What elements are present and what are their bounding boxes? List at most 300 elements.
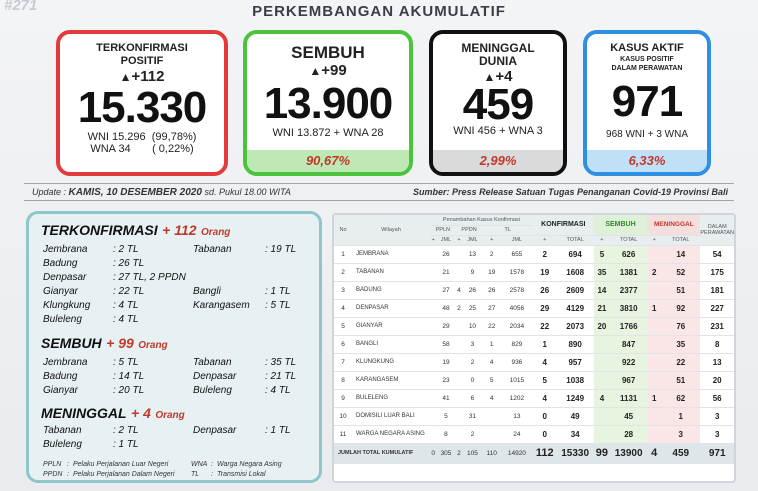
legend-text: Pelaku Perjalanan Dalam Negeri bbox=[73, 471, 175, 478]
table-cell: 626 bbox=[610, 245, 647, 263]
table-cell: 56 bbox=[700, 389, 734, 407]
meninggal-heading: MENINGGAL + 4 Orang bbox=[41, 405, 185, 421]
card-konfirmasi-title: TERKONFIRMASI bbox=[96, 42, 188, 54]
table-cell: 19 bbox=[436, 353, 455, 371]
table-cell bbox=[647, 407, 661, 425]
table-cell: 10 bbox=[334, 407, 352, 425]
table-cell bbox=[456, 407, 463, 425]
table-cell: 4056 bbox=[501, 299, 533, 317]
table-cell: 34 bbox=[557, 425, 594, 443]
table-cell: 1249 bbox=[557, 389, 594, 407]
table-cell bbox=[594, 425, 610, 443]
table-row bbox=[334, 335, 734, 353]
table-cell bbox=[647, 335, 661, 353]
district-value: : 14 TL bbox=[113, 371, 145, 382]
subheader-cell: TOTAL bbox=[661, 235, 700, 245]
table-cell bbox=[647, 317, 661, 335]
table-cell: 8 bbox=[334, 371, 352, 389]
table-cell: 76 bbox=[661, 317, 700, 335]
daily-summary-panel bbox=[26, 211, 322, 483]
col-ppln: PPLN bbox=[430, 225, 456, 235]
table-cell: 26 bbox=[436, 245, 455, 263]
district-value: : 22 TL bbox=[113, 286, 145, 297]
table-cell: 4 bbox=[533, 389, 557, 407]
subheader-cell: + bbox=[483, 235, 501, 245]
table-cell: 1 bbox=[647, 299, 661, 317]
table-cell: 227 bbox=[700, 299, 734, 317]
table-cell: 29 bbox=[436, 317, 455, 335]
card-sembuh-title: SEMBUH bbox=[291, 43, 365, 62]
table-cell: 5 bbox=[436, 407, 455, 425]
table-cell bbox=[647, 371, 661, 389]
card-meninggal-breakdown: WNI 456 + WNA 3 bbox=[453, 125, 543, 137]
table-cell: 3 bbox=[462, 335, 482, 353]
table-cell bbox=[647, 245, 661, 263]
table-cell: 4129 bbox=[557, 299, 594, 317]
table-cell: 829 bbox=[501, 335, 533, 353]
post-number: #271 bbox=[4, 0, 38, 14]
subheader-cell: TOTAL bbox=[557, 235, 594, 245]
table-cell: 20 bbox=[594, 317, 610, 335]
table-cell: 4 bbox=[456, 281, 463, 299]
table-cell: 2 bbox=[533, 245, 557, 263]
table-cell: 51 bbox=[661, 371, 700, 389]
table-cell: 31 bbox=[462, 407, 482, 425]
table-cell: 1 bbox=[533, 335, 557, 353]
table-cell bbox=[456, 389, 463, 407]
total-cell: 14920 bbox=[501, 443, 533, 463]
table-cell bbox=[594, 335, 610, 353]
summary-row bbox=[43, 314, 313, 327]
table-cell: 890 bbox=[557, 335, 594, 353]
table-cell: 7 bbox=[334, 353, 352, 371]
col-wilayah: Wilayah bbox=[352, 215, 430, 245]
table-cell: BADUNG bbox=[352, 281, 430, 299]
table-cell: GIANYAR bbox=[352, 317, 430, 335]
table-cell: 5 bbox=[334, 317, 352, 335]
table-cell: 19 bbox=[533, 263, 557, 281]
table-cell: 5 bbox=[594, 245, 610, 263]
col-penambahan: Penambahan Kasus Konfirmasi bbox=[430, 215, 533, 225]
table-cell: 9 bbox=[462, 263, 482, 281]
update-text: Update : KAMIS, 10 DESEMBER 2020 sd. Pukul 18.00 WITA bbox=[32, 187, 291, 198]
table-row bbox=[334, 353, 734, 371]
table-cell bbox=[456, 371, 463, 389]
district-name: Karangasem bbox=[193, 300, 250, 311]
card-meninggal bbox=[429, 30, 567, 176]
table-cell: 11 bbox=[334, 425, 352, 443]
summary-row bbox=[43, 286, 313, 299]
total-cell: 0 bbox=[430, 443, 436, 463]
card-aktif-percent: 6,33% bbox=[587, 150, 707, 172]
total-men-plus: 4 bbox=[647, 443, 661, 463]
total-rawat: 971 bbox=[700, 443, 734, 463]
district-value: : 5 TL bbox=[113, 357, 139, 368]
district-name: Gianyar bbox=[43, 385, 79, 396]
table-cell: TABANAN bbox=[352, 263, 430, 281]
table-cell: 20 bbox=[700, 371, 734, 389]
district-value: : 2 TL bbox=[113, 425, 139, 436]
card-konfirmasi-wni: WNI 15.296 (99,78%) bbox=[87, 131, 197, 143]
district-name: Badung bbox=[43, 258, 78, 269]
district-name: Badung bbox=[43, 371, 78, 382]
table-row bbox=[334, 263, 734, 281]
table-cell: DOMISILI LUAR BALI bbox=[352, 407, 430, 425]
table-cell: 1015 bbox=[501, 371, 533, 389]
subheader-cell: + bbox=[457, 237, 461, 243]
legend-text: Pelaku Perjalanan Luar Negeri bbox=[73, 461, 169, 468]
card-sembuh-breakdown: WNI 13.872 + WNA 28 bbox=[272, 127, 384, 139]
table-cell: 13 bbox=[700, 353, 734, 371]
total-konf: 15330 bbox=[557, 443, 594, 463]
table-cell bbox=[647, 425, 661, 443]
table-cell: 2 bbox=[483, 245, 501, 263]
card-konfirmasi-subtitle: POSITIF bbox=[120, 55, 164, 67]
summary-row bbox=[43, 425, 313, 438]
total-men: 459 bbox=[661, 443, 700, 463]
district-value: : 4 TL bbox=[113, 300, 139, 311]
up-arrow-icon: ▲ bbox=[119, 70, 132, 84]
legend-text: : bbox=[211, 461, 213, 468]
card-sembuh-value: 13.900 bbox=[263, 79, 393, 128]
card-aktif-subtitle2: DALAM PERAWATAN bbox=[611, 65, 683, 72]
table-cell: 4 bbox=[483, 389, 501, 407]
table-cell: 181 bbox=[700, 281, 734, 299]
table-cell: 2 bbox=[456, 299, 463, 317]
total-sembuh-plus: 99 bbox=[594, 443, 610, 463]
table-cell: 24 bbox=[501, 425, 533, 443]
table-cell: 1 bbox=[647, 389, 661, 407]
card-aktif-title: KASUS AKTIF bbox=[610, 42, 684, 54]
card-sembuh-delta: ▲+99 bbox=[309, 62, 347, 79]
legend-row bbox=[43, 471, 313, 481]
table-cell bbox=[594, 407, 610, 425]
table-cell: 3 bbox=[334, 281, 352, 299]
table-row bbox=[334, 371, 734, 389]
summary-row bbox=[43, 300, 313, 313]
table-cell: 92 bbox=[661, 299, 700, 317]
district-value: : 5 TL bbox=[265, 300, 291, 311]
col-perawatan: DALAM PERAWATAN bbox=[700, 215, 734, 245]
table-cell: 4 bbox=[483, 353, 501, 371]
table-cell: 27 bbox=[436, 281, 455, 299]
legend-text: Warga Negara Asing bbox=[217, 461, 282, 468]
legend-text: : bbox=[67, 461, 69, 468]
district-value: : 27 TL, 2 PPDN bbox=[113, 272, 186, 283]
summary-row bbox=[43, 371, 313, 384]
table-cell: 8 bbox=[700, 335, 734, 353]
legend-text: : bbox=[67, 471, 69, 478]
col-no: No bbox=[334, 215, 352, 245]
table-cell: 0 bbox=[462, 371, 482, 389]
table-cell: 3810 bbox=[610, 299, 647, 317]
subheader-cell: + bbox=[594, 235, 610, 245]
card-konfirmasi bbox=[56, 30, 228, 176]
district-name: Tabanan bbox=[43, 425, 82, 436]
table-cell: 22 bbox=[533, 317, 557, 335]
table-row bbox=[334, 281, 734, 299]
table-cell: 4 bbox=[334, 299, 352, 317]
card-sembuh-percent: 90,67% bbox=[247, 150, 409, 172]
table-cell: 52 bbox=[661, 263, 700, 281]
table-cell: 4 bbox=[594, 389, 610, 407]
total-row bbox=[334, 443, 734, 463]
table-cell: BULELENG bbox=[352, 389, 430, 407]
table-cell bbox=[647, 353, 661, 371]
district-value: : 2 TL bbox=[113, 244, 139, 255]
sembuh-heading: SEMBUH + 99 Orang bbox=[41, 335, 168, 351]
table-cell: 2034 bbox=[501, 317, 533, 335]
up-arrow-icon: ▲ bbox=[309, 64, 322, 78]
district-name: Buleleng bbox=[43, 314, 82, 325]
total-sembuh: 13900 bbox=[610, 443, 647, 463]
table-cell bbox=[647, 281, 661, 299]
legend-text: : bbox=[211, 471, 213, 478]
legend-text: PPLN bbox=[43, 461, 62, 468]
table-cell: 0 bbox=[533, 407, 557, 425]
table-cell: 62 bbox=[661, 389, 700, 407]
card-aktif bbox=[583, 30, 711, 176]
table-cell: 1766 bbox=[610, 317, 647, 335]
table-cell: 49 bbox=[557, 407, 594, 425]
district-name: Buleleng bbox=[193, 385, 232, 396]
table-cell: 9 bbox=[334, 389, 352, 407]
table-row bbox=[334, 407, 734, 425]
district-name: Tabanan bbox=[193, 357, 232, 368]
district-name: Denpasar bbox=[43, 272, 87, 283]
subheader-cell: + bbox=[431, 237, 435, 243]
district-name: Gianyar bbox=[43, 286, 79, 297]
district-value: : 1 TL bbox=[113, 439, 139, 450]
subheader-cell: + bbox=[533, 235, 557, 245]
district-value: : 21 TL bbox=[265, 371, 297, 382]
table-cell: 29 bbox=[533, 299, 557, 317]
table-cell: 21 bbox=[436, 263, 455, 281]
table-cell: 8 bbox=[436, 425, 455, 443]
table-cell: 13 bbox=[501, 407, 533, 425]
table-cell: 2578 bbox=[501, 281, 533, 299]
summary-row bbox=[43, 258, 313, 271]
table-cell: 19 bbox=[483, 263, 501, 281]
card-aktif-value: 971 bbox=[611, 77, 683, 126]
card-meninggal-delta: ▲+4 bbox=[483, 68, 513, 85]
table-cell: 3 bbox=[700, 407, 734, 425]
table-row bbox=[334, 425, 734, 443]
table-cell: 1381 bbox=[610, 263, 647, 281]
table-cell: 1131 bbox=[610, 389, 647, 407]
card-sembuh bbox=[243, 30, 413, 176]
card-konfirmasi-value: 15.330 bbox=[77, 83, 207, 132]
legend-text: Transmisi Lokal bbox=[217, 471, 266, 478]
district-name: Bangli bbox=[193, 286, 221, 297]
total-konf-plus: 112 bbox=[533, 443, 557, 463]
district-value: : 19 TL bbox=[265, 244, 297, 255]
summary-row bbox=[43, 385, 313, 398]
konfirmasi-heading: TERKONFIRMASI + 112 Orang bbox=[41, 222, 231, 238]
district-name: Buleleng bbox=[43, 439, 82, 450]
table-cell: 655 bbox=[501, 245, 533, 263]
legend-row bbox=[43, 461, 313, 471]
district-name: Klungkung bbox=[43, 300, 91, 311]
table-cell: 1 bbox=[661, 407, 700, 425]
table-cell: 13 bbox=[462, 245, 482, 263]
table-cell: 1 bbox=[483, 335, 501, 353]
legend-text: TL bbox=[191, 471, 200, 478]
subheader-cell: JML bbox=[436, 235, 455, 245]
col-tl: TL bbox=[483, 225, 533, 235]
table-cell bbox=[456, 245, 463, 263]
table-cell: 26 bbox=[533, 281, 557, 299]
table-cell: 27 bbox=[483, 299, 501, 317]
table-cell: 1578 bbox=[501, 263, 533, 281]
subheader-cell: JML bbox=[501, 235, 533, 245]
table-cell: 21 bbox=[594, 299, 610, 317]
table-cell: 26 bbox=[483, 281, 501, 299]
table-cell: 2 bbox=[334, 263, 352, 281]
table-cell bbox=[456, 263, 463, 281]
card-meninggal-value: 459 bbox=[462, 80, 534, 129]
total-label: JUMLAH TOTAL KUMULATIF bbox=[334, 443, 430, 463]
table-cell: 0 bbox=[533, 425, 557, 443]
table-row bbox=[334, 317, 734, 335]
table-cell: 35 bbox=[661, 335, 700, 353]
table-cell: 2 bbox=[462, 353, 482, 371]
table-cell bbox=[456, 317, 463, 335]
up-arrow-icon: ▲ bbox=[483, 70, 496, 84]
total-cell: 110 bbox=[483, 443, 501, 463]
col-meninggal: MENINGGAL bbox=[647, 215, 700, 235]
total-cell: 105 bbox=[462, 443, 482, 463]
table-cell: 58 bbox=[436, 335, 455, 353]
district-table-panel bbox=[332, 213, 736, 483]
table-cell: 1202 bbox=[501, 389, 533, 407]
table-cell: 6 bbox=[334, 335, 352, 353]
table-cell: 2609 bbox=[557, 281, 594, 299]
table-row bbox=[334, 245, 734, 263]
table-cell: 922 bbox=[610, 353, 647, 371]
table-cell bbox=[456, 335, 463, 353]
district-value: : 26 TL bbox=[113, 258, 145, 269]
table-cell: 1 bbox=[334, 245, 352, 263]
district-name: Jembrana bbox=[43, 244, 88, 255]
card-meninggal-title: MENINGGAL bbox=[461, 41, 535, 55]
table-cell: 3 bbox=[700, 425, 734, 443]
total-cell: 2 bbox=[456, 443, 463, 463]
table-cell: 5 bbox=[483, 371, 501, 389]
table-cell: 2377 bbox=[610, 281, 647, 299]
district-name: Jembrana bbox=[43, 357, 88, 368]
table-cell: KLUNGKUNG bbox=[352, 353, 430, 371]
summary-row bbox=[43, 357, 313, 370]
table-cell: 2073 bbox=[557, 317, 594, 335]
card-konfirmasi-wna: WNA 34 ( 0,22%) bbox=[90, 143, 194, 155]
table-cell: 14 bbox=[661, 245, 700, 263]
table-cell: 3 bbox=[661, 425, 700, 443]
col-sembuh: SEMBUH bbox=[594, 215, 648, 235]
table-cell: BANGLI bbox=[352, 335, 430, 353]
summary-row bbox=[43, 272, 313, 285]
update-bar bbox=[24, 183, 734, 201]
table-cell: 23 bbox=[436, 371, 455, 389]
district-name: Tabanan bbox=[193, 244, 232, 255]
subheader-cell: JML bbox=[462, 235, 482, 245]
district-value: : 1 TL bbox=[265, 425, 291, 436]
table-cell: KARANGASEM bbox=[352, 371, 430, 389]
district-value: : 1 TL bbox=[265, 286, 291, 297]
legend-text: PPDN bbox=[43, 471, 63, 478]
table-cell: 847 bbox=[610, 335, 647, 353]
subheader-cell: + bbox=[647, 235, 661, 245]
table-cell: 10 bbox=[462, 317, 482, 335]
table-cell: WARGA NEGARA ASING bbox=[352, 425, 430, 443]
table-cell: 175 bbox=[700, 263, 734, 281]
page-title: PERKEMBANGAN AKUMULATIF bbox=[252, 3, 506, 20]
table-cell: 6 bbox=[462, 389, 482, 407]
table-cell: DENPASAR bbox=[352, 299, 430, 317]
table-cell: 936 bbox=[501, 353, 533, 371]
col-konfirmasi: KONFIRMASI bbox=[533, 215, 594, 235]
table-cell bbox=[483, 407, 501, 425]
district-value: : 4 TL bbox=[113, 314, 139, 325]
table-cell: 41 bbox=[436, 389, 455, 407]
update-date: KAMIS, 10 DESEMBER 2020 bbox=[68, 187, 202, 198]
subheader-cell: TOTAL bbox=[610, 235, 647, 245]
card-meninggal-subtitle: DUNIA bbox=[479, 54, 517, 68]
table-cell: 231 bbox=[700, 317, 734, 335]
table-cell bbox=[594, 371, 610, 389]
district-table bbox=[334, 215, 734, 464]
table-cell: 1038 bbox=[557, 371, 594, 389]
card-aktif-breakdown: 968 WNI + 3 WNA bbox=[606, 129, 688, 140]
legend-text: WNA bbox=[191, 461, 208, 468]
source-text: Sumber: Press Release Satuan Tugas Penanganan Covid-19 Provinsi Bali bbox=[413, 187, 728, 197]
table-cell: 14 bbox=[594, 281, 610, 299]
col-ppdn: PPDN bbox=[456, 225, 483, 235]
table-cell: 26 bbox=[462, 281, 482, 299]
table-cell: 22 bbox=[661, 353, 700, 371]
table-cell: 22 bbox=[483, 317, 501, 335]
table-cell: 4 bbox=[533, 353, 557, 371]
table-cell: 967 bbox=[610, 371, 647, 389]
district-value: : 35 TL bbox=[265, 357, 297, 368]
table-cell: 1608 bbox=[557, 263, 594, 281]
card-konfirmasi-delta: ▲+112 bbox=[119, 68, 165, 85]
summary-row bbox=[43, 244, 313, 257]
table-cell: 2 bbox=[647, 263, 661, 281]
total-cell: 305 bbox=[436, 443, 455, 463]
table-cell: 5 bbox=[533, 371, 557, 389]
table-cell bbox=[456, 425, 463, 443]
table-row bbox=[334, 389, 734, 407]
table-cell bbox=[483, 425, 501, 443]
table-cell bbox=[594, 353, 610, 371]
district-value: : 4 TL bbox=[265, 385, 291, 396]
table-cell: 28 bbox=[610, 425, 647, 443]
card-aktif-subtitle: KASUS POSITIF bbox=[620, 56, 674, 63]
summary-row bbox=[43, 439, 313, 452]
table-cell: 48 bbox=[436, 299, 455, 317]
table-cell: 25 bbox=[462, 299, 482, 317]
table-cell bbox=[456, 353, 463, 371]
table-cell: 45 bbox=[610, 407, 647, 425]
district-name: Denpasar bbox=[193, 425, 237, 436]
card-meninggal-percent: 2,99% bbox=[433, 150, 563, 172]
table-cell: 957 bbox=[557, 353, 594, 371]
table-row bbox=[334, 299, 734, 317]
table-cell: 694 bbox=[557, 245, 594, 263]
table-cell: 51 bbox=[661, 281, 700, 299]
table-cell: JEMBRANA bbox=[352, 245, 430, 263]
